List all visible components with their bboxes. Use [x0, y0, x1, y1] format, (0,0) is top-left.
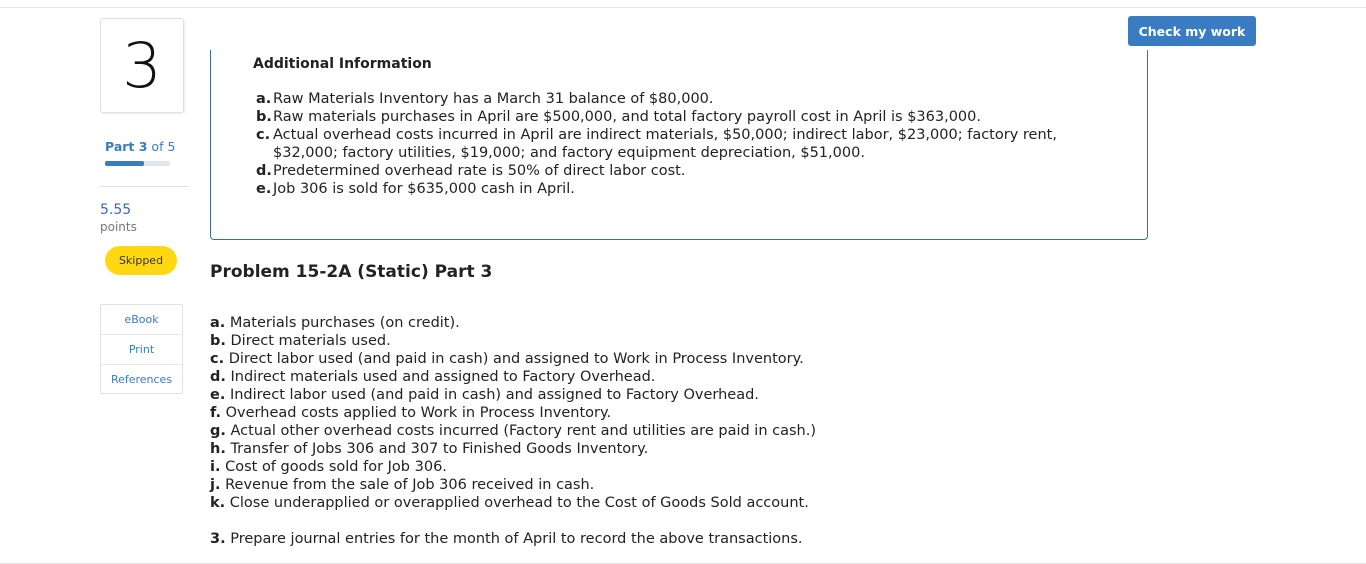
points-label: points: [100, 220, 137, 234]
instruction-text: Prepare journal entries for the month of April to record the above transactions.: [230, 531, 803, 547]
transaction-key: c.: [210, 351, 225, 367]
instruction: [210, 530, 803, 548]
transaction-key: e.: [210, 387, 226, 403]
transaction-text: Indirect labor used (and paid in cash) and assigned to Factory Overhead.: [229, 387, 759, 403]
status-badge: Skipped: [105, 246, 177, 275]
transaction-key: i.: [210, 459, 221, 475]
transaction-text: Direct labor used (and paid in cash) and assigned to Work in Process Inventory.: [228, 351, 804, 367]
transaction-item: [210, 458, 816, 476]
info-item: [256, 126, 1116, 162]
transaction-text: Indirect materials used and assigned to Factory Overhead.: [230, 369, 656, 385]
info-item-text: Raw materials purchases in April are $500,000, and total factory payroll cost in April is $363,000.: [273, 109, 981, 125]
info-item: [256, 180, 1116, 198]
info-item-text: Job 306 is sold for $635,000 cash in April.: [273, 181, 575, 197]
part-progress-bar: [105, 161, 170, 166]
transaction-item: [210, 314, 816, 332]
part-progress-fill: [105, 161, 144, 166]
transaction-item: [210, 440, 816, 458]
transaction-item: [210, 332, 816, 350]
references-link[interactable]: References: [110, 373, 173, 386]
transaction-text: Revenue from the sale of Job 306 received in cash.: [225, 477, 595, 493]
transaction-text: Actual other overhead costs incurred (Factory rent and utilities are paid in cash.): [230, 423, 816, 439]
transaction-key: f.: [210, 405, 222, 421]
info-item-key: c.: [256, 127, 271, 143]
resources-panel: [100, 304, 183, 394]
transaction-key: h.: [210, 441, 226, 457]
transaction-key: d.: [210, 369, 226, 385]
problem-title: Problem 15-2A (Static) Part 3: [210, 262, 493, 282]
transaction-key: a.: [210, 315, 226, 331]
rail-divider: [100, 186, 189, 187]
check-my-work-button[interactable]: Check my work: [1128, 16, 1256, 46]
info-list: [256, 90, 1116, 198]
part-current: Part 3: [105, 139, 148, 154]
transaction-item: [210, 386, 816, 404]
transaction-key: g.: [210, 423, 226, 439]
info-heading: Additional Information: [253, 56, 432, 72]
part-total: of 5: [147, 139, 176, 154]
transaction-list: [210, 314, 816, 512]
info-item-key: e.: [256, 181, 272, 197]
top-divider: [0, 7, 1366, 8]
question-number: 3: [100, 18, 184, 113]
info-item: [256, 162, 1116, 180]
info-item-text: Predetermined overhead rate is 50% of direct labor cost.: [273, 163, 686, 179]
transaction-item: [210, 368, 816, 386]
transaction-item: [210, 476, 816, 494]
transaction-text: Cost of goods sold for Job 306.: [225, 459, 447, 475]
info-item-text: Raw Materials Inventory has a March 31 balance of $80,000.: [273, 91, 714, 107]
transaction-key: b.: [210, 333, 226, 349]
transaction-text: Overhead costs applied to Work in Process Inventory.: [225, 405, 612, 421]
transaction-key: k.: [210, 495, 226, 511]
info-item: [256, 108, 1116, 126]
transaction-text: Materials purchases (on credit).: [229, 315, 460, 331]
transaction-item: [210, 422, 816, 440]
points-value: 5.55: [100, 202, 132, 218]
print-link[interactable]: Print: [101, 335, 182, 365]
ebook-link[interactable]: eBook: [101, 305, 182, 335]
info-item: [256, 90, 1116, 108]
transaction-text: Transfer of Jobs 306 and 307 to Finished Goods Inventory.: [230, 441, 649, 457]
part-indicator: [105, 139, 175, 154]
instruction-key: 3.: [210, 531, 226, 547]
transaction-item: [210, 404, 816, 422]
transaction-item: [210, 350, 816, 368]
info-item-key: a.: [256, 91, 272, 107]
transaction-key: j.: [210, 477, 221, 493]
transaction-text: Direct materials used.: [230, 333, 391, 349]
transaction-text: Close underapplied or overapplied overhead to the Cost of Goods Sold account.: [229, 495, 809, 511]
info-item-key: d.: [256, 163, 272, 179]
info-item-text: Actual overhead costs incurred in April are indirect materials, $50,000; indirect labor, $23,000; factory rent, $32,000; factory utilities, $19,000; and factory equipment depreciation, $51,000.: [273, 127, 1057, 161]
info-item-key: b.: [256, 109, 272, 125]
transaction-item: [210, 494, 816, 512]
